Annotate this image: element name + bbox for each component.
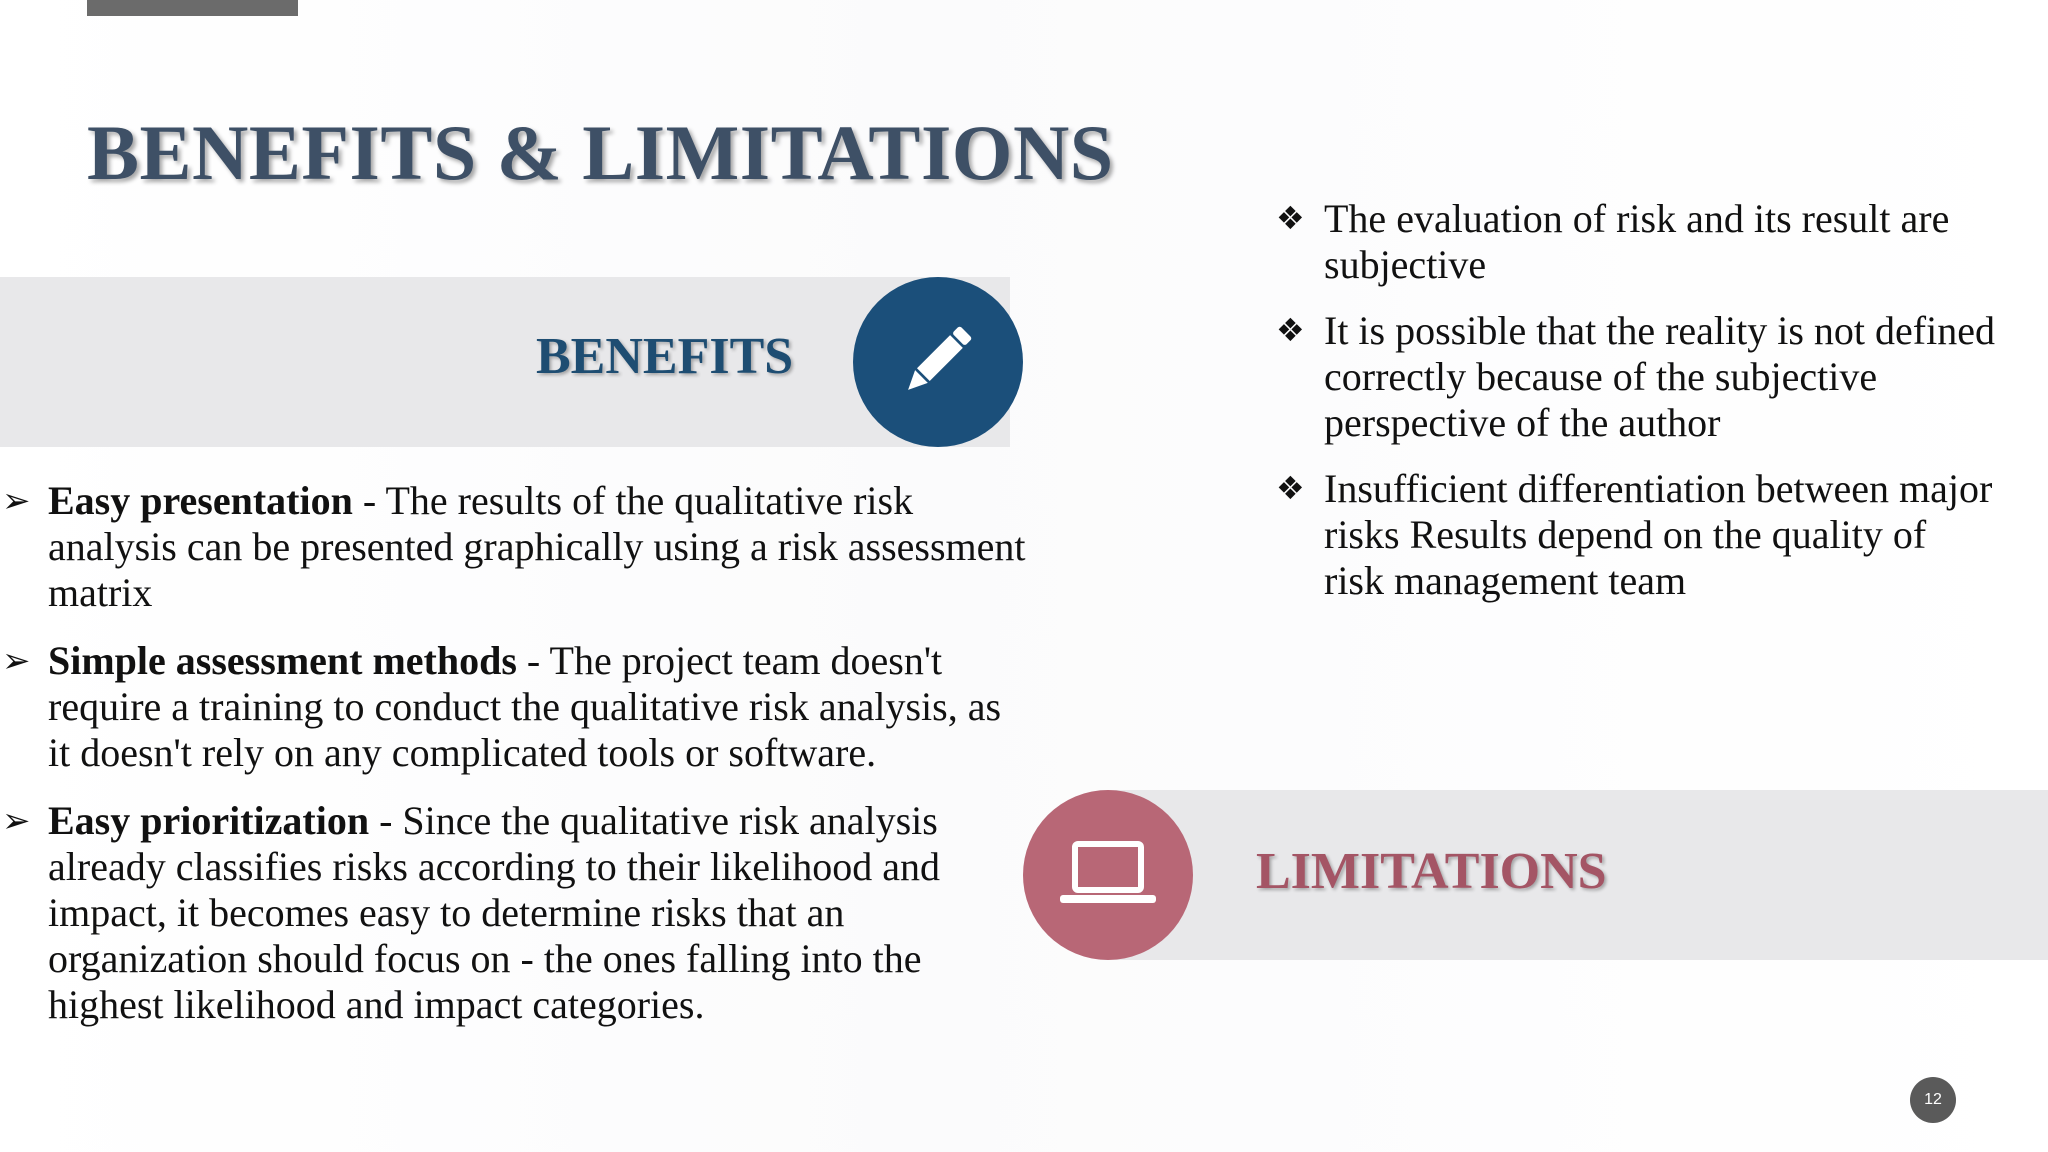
benefit-item xyxy=(0,798,1030,1028)
benefit-text: The project team doesn't require a training to conduct the qualitative risk analysis, as it doesn't rely on any complicated tools or software. xyxy=(48,638,1002,775)
diamond-bullet-icon: ❖ xyxy=(1276,469,1305,507)
pencil-icon xyxy=(893,315,983,410)
benefit-term: Easy prioritization xyxy=(48,798,370,843)
benefit-text: The results of the qualitative risk analysis can be presented graphically using a risk assessment matrix xyxy=(48,478,1026,615)
benefit-separator: - xyxy=(352,478,386,523)
laptop-icon xyxy=(1058,838,1158,913)
top-accent-bar xyxy=(87,0,298,16)
diamond-bullet-icon: ❖ xyxy=(1276,199,1305,237)
limitation-text: The evaluation of risk and its result are subjective xyxy=(1324,196,1950,287)
arrow-bullet-icon: ➢ xyxy=(2,801,31,841)
benefit-term: Simple assessment methods xyxy=(48,638,517,683)
benefit-term: Easy presentation xyxy=(48,478,353,523)
limitation-item xyxy=(1276,308,1996,446)
limitation-item xyxy=(1276,196,1996,288)
limitation-text: Insufficient differentiation between major risks Results depend on the quality of risk management team xyxy=(1324,466,1993,603)
arrow-bullet-icon: ➢ xyxy=(2,481,31,521)
arrow-bullet-icon: ➢ xyxy=(2,641,31,681)
benefits-list xyxy=(0,478,1030,1050)
limitations-icon-circle xyxy=(1023,790,1193,960)
benefit-text: Since the qualitative risk analysis already classifies risks according to their likelihood and impact, it becomes easy to determine risks that an organization should focus on - the ones falling into the highest likelihood and impact categories. xyxy=(48,798,940,1027)
benefit-item xyxy=(0,478,1030,616)
benefits-heading: BENEFITS xyxy=(536,328,794,385)
diamond-bullet-icon: ❖ xyxy=(1276,311,1305,349)
benefit-item xyxy=(0,638,1030,776)
limitation-item xyxy=(1276,466,1996,604)
benefit-separator: - xyxy=(516,638,550,683)
benefit-separator: - xyxy=(369,798,403,843)
limitations-heading: LIMITATIONS xyxy=(1256,843,1607,900)
slide-title: BENEFITS & LIMITATIONS xyxy=(87,109,1114,196)
limitation-text: It is possible that the reality is not defined correctly because of the subjective perspective of the author xyxy=(1324,308,1995,445)
page-number-badge: 12 xyxy=(1910,1077,1956,1123)
benefits-icon-circle xyxy=(853,277,1023,447)
limitations-list xyxy=(1276,196,1996,624)
